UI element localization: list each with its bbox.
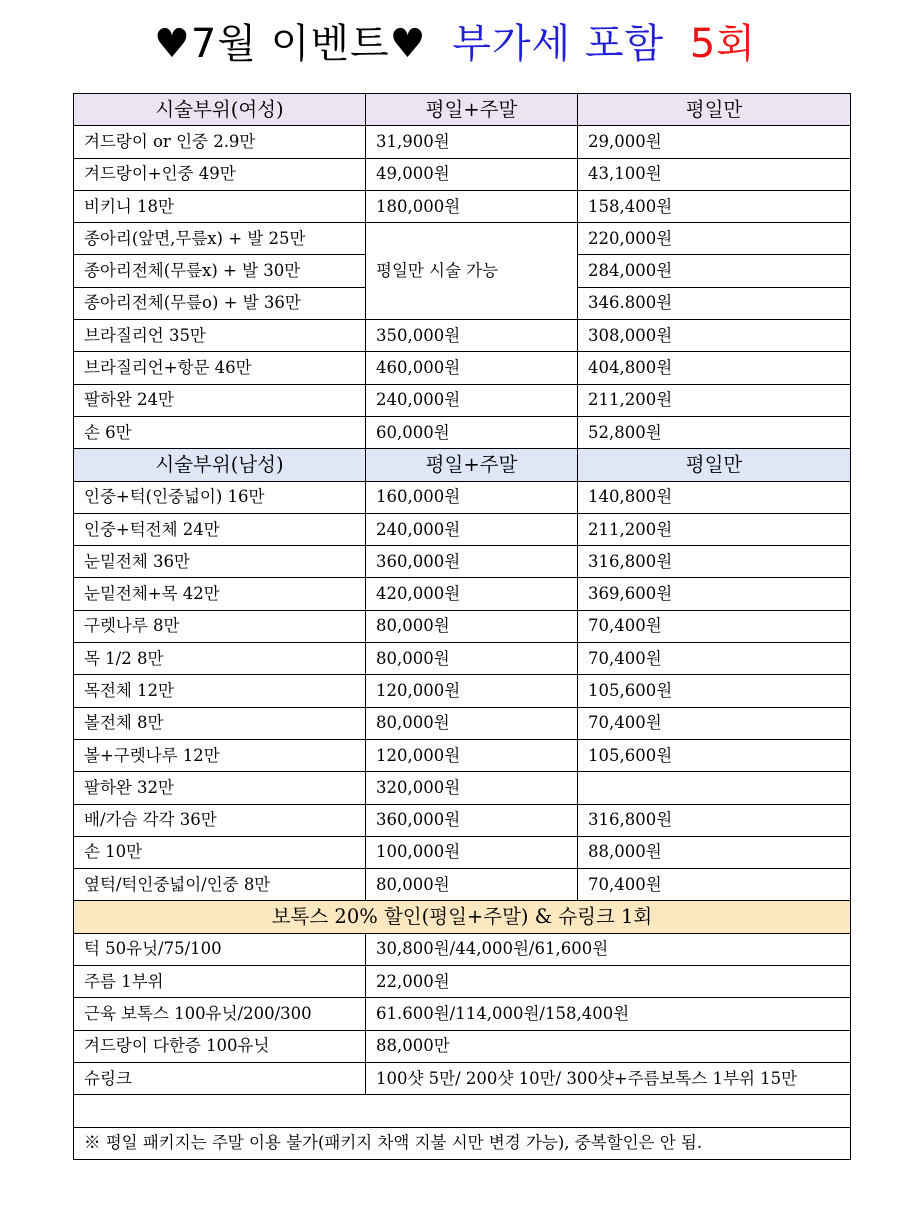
table-row bbox=[74, 1030, 851, 1062]
price-all-days-cell: 360,000원 bbox=[366, 546, 578, 578]
price-weekday-cell: 316,800원 bbox=[578, 546, 851, 578]
price-all-days-cell: 360,000원 bbox=[366, 804, 578, 836]
treatment-cell: 슈링크 bbox=[74, 1062, 366, 1094]
price-all-days-cell: 120,000원 bbox=[366, 739, 578, 771]
page-title bbox=[0, 14, 910, 74]
table-row bbox=[74, 352, 851, 384]
price-all-days-cell: 420,000원 bbox=[366, 578, 578, 610]
price-all-days-cell: 31,900원 bbox=[366, 126, 578, 158]
empty-row bbox=[74, 1095, 851, 1127]
price-weekday-cell: 105,600원 bbox=[578, 739, 851, 771]
price-all-days-cell: 180,000원 bbox=[366, 190, 578, 222]
price-weekday-cell: 140,800원 bbox=[578, 481, 851, 513]
column-header-weekday: 평일만 bbox=[578, 94, 851, 126]
area-cell: 비키니 18만 bbox=[74, 190, 366, 222]
footnote: ※ 평일 패키지는 주말 이용 불가(패키지 차액 지불 시만 변경 가능), 중복할인은 안 됨. bbox=[74, 1127, 851, 1159]
price-all-days-cell: 80,000원 bbox=[366, 643, 578, 675]
column-header-area: 시술부위(남성) bbox=[74, 449, 366, 481]
price-all-days-cell: 80,000원 bbox=[366, 610, 578, 642]
area-cell: 브라질리언+항문 46만 bbox=[74, 352, 366, 384]
treatment-cell: 턱 50유닛/75/100 bbox=[74, 933, 366, 965]
column-header-area: 시술부위(여성) bbox=[74, 94, 366, 126]
price-all-days-cell: 120,000원 bbox=[366, 675, 578, 707]
table-row bbox=[74, 158, 851, 190]
area-cell: 겨드랑이 or 인중 2.9만 bbox=[74, 126, 366, 158]
price-all-days-cell: 80,000원 bbox=[366, 869, 578, 901]
botox-price-cell: 61.600원/114,000원/158,400원 bbox=[366, 998, 851, 1030]
table-row bbox=[74, 126, 851, 158]
price-all-days-cell: 100,000원 bbox=[366, 836, 578, 868]
price-weekday-cell: 43,100원 bbox=[578, 158, 851, 190]
table-row bbox=[74, 998, 851, 1030]
area-cell: 브라질리언 35만 bbox=[74, 320, 366, 352]
table-row bbox=[74, 223, 851, 255]
table-row bbox=[74, 190, 851, 222]
price-weekday-cell: 158,400원 bbox=[578, 190, 851, 222]
table-row bbox=[74, 804, 851, 836]
table-row bbox=[74, 1062, 851, 1094]
price-weekday-cell: 346.800원 bbox=[578, 287, 851, 319]
table-row bbox=[74, 739, 851, 771]
area-cell: 목전체 12만 bbox=[74, 675, 366, 707]
women-header-row bbox=[74, 94, 851, 126]
table-row bbox=[74, 481, 851, 513]
area-cell: 인중+턱전체 24만 bbox=[74, 513, 366, 545]
area-cell: 눈밑전체+목 42만 bbox=[74, 578, 366, 610]
weekday-only-note-cell: 평일만 시술 가능 bbox=[366, 223, 578, 320]
botox-price-cell: 100샷 5만/ 200샷 10만/ 300샷+주름보톡스 1부위 15만 bbox=[366, 1062, 851, 1094]
area-cell: 구렛나루 8만 bbox=[74, 610, 366, 642]
table-row bbox=[74, 546, 851, 578]
area-cell: 볼+구렛나루 12만 bbox=[74, 739, 366, 771]
price-weekday-cell: 105,600원 bbox=[578, 675, 851, 707]
price-weekday-cell bbox=[578, 772, 851, 804]
price-all-days-cell: 460,000원 bbox=[366, 352, 578, 384]
price-all-days-cell: 350,000원 bbox=[366, 320, 578, 352]
price-weekday-cell: 211,200원 bbox=[578, 513, 851, 545]
area-cell: 종아리전체(무릎x) + 발 30만 bbox=[74, 255, 366, 287]
table-row bbox=[74, 513, 851, 545]
botox-section-title: 보톡스 20% 할인(평일+주말) & 슈링크 1회 bbox=[74, 901, 851, 933]
area-cell: 종아리(앞면,무릎x) + 발 25만 bbox=[74, 223, 366, 255]
area-cell: 볼전체 8만 bbox=[74, 707, 366, 739]
botox-price-cell: 30,800원/44,000원/61,600원 bbox=[366, 933, 851, 965]
price-weekday-cell: 52,800원 bbox=[578, 416, 851, 448]
price-weekday-cell: 88,000원 bbox=[578, 836, 851, 868]
treatment-cell: 근육 보톡스 100유닛/200/300 bbox=[74, 998, 366, 1030]
area-cell: 배/가슴 각각 36만 bbox=[74, 804, 366, 836]
table-row bbox=[74, 836, 851, 868]
price-all-days-cell: 320,000원 bbox=[366, 772, 578, 804]
table-row bbox=[74, 966, 851, 998]
price-weekday-cell: 220,000원 bbox=[578, 223, 851, 255]
price-weekday-cell: 404,800원 bbox=[578, 352, 851, 384]
table-row bbox=[74, 675, 851, 707]
price-weekday-cell: 369,600원 bbox=[578, 578, 851, 610]
area-cell: 팔하완 32만 bbox=[74, 772, 366, 804]
price-all-days-cell: 240,000원 bbox=[366, 384, 578, 416]
price-all-days-cell: 160,000원 bbox=[366, 481, 578, 513]
price-weekday-cell: 70,400원 bbox=[578, 643, 851, 675]
table-row bbox=[74, 707, 851, 739]
botox-header-row bbox=[74, 901, 851, 933]
title-event: ♥7월 이벤트♥ bbox=[154, 21, 427, 67]
empty-cell bbox=[74, 1095, 851, 1127]
column-header-weekday: 평일만 bbox=[578, 449, 851, 481]
price-all-days-cell: 60,000원 bbox=[366, 416, 578, 448]
price-all-days-cell: 240,000원 bbox=[366, 513, 578, 545]
area-cell: 종아리전체(무릎o) + 발 36만 bbox=[74, 287, 366, 319]
price-weekday-cell: 284,000원 bbox=[578, 255, 851, 287]
area-cell: 인중+턱(인중넓이) 16만 bbox=[74, 481, 366, 513]
table-row bbox=[74, 384, 851, 416]
men-header-row bbox=[74, 449, 851, 481]
price-weekday-cell: 316,800원 bbox=[578, 804, 851, 836]
table-row bbox=[74, 869, 851, 901]
treatment-cell: 겨드랑이 다한증 100유닛 bbox=[74, 1030, 366, 1062]
price-table bbox=[73, 93, 851, 1160]
table-row bbox=[74, 578, 851, 610]
column-header-all-days: 평일+주말 bbox=[366, 94, 578, 126]
price-weekday-cell: 70,400원 bbox=[578, 869, 851, 901]
treatment-cell: 주름 1부위 bbox=[74, 966, 366, 998]
table-row bbox=[74, 772, 851, 804]
price-weekday-cell: 70,400원 bbox=[578, 707, 851, 739]
column-header-all-days: 평일+주말 bbox=[366, 449, 578, 481]
area-cell: 손 6만 bbox=[74, 416, 366, 448]
botox-price-cell: 22,000원 bbox=[366, 966, 851, 998]
table-row bbox=[74, 933, 851, 965]
price-weekday-cell: 29,000원 bbox=[578, 126, 851, 158]
botox-price-cell: 88,000만 bbox=[366, 1030, 851, 1062]
area-cell: 손 10만 bbox=[74, 836, 366, 868]
table-row bbox=[74, 643, 851, 675]
price-weekday-cell: 70,400원 bbox=[578, 610, 851, 642]
area-cell: 팔하완 24만 bbox=[74, 384, 366, 416]
price-weekday-cell: 308,000원 bbox=[578, 320, 851, 352]
area-cell: 겨드랑이+인중 49만 bbox=[74, 158, 366, 190]
table-row bbox=[74, 416, 851, 448]
area-cell: 눈밑전체 36만 bbox=[74, 546, 366, 578]
table-row bbox=[74, 610, 851, 642]
title-count: 5회 bbox=[689, 21, 756, 67]
price-weekday-cell: 211,200원 bbox=[578, 384, 851, 416]
price-all-days-cell: 80,000원 bbox=[366, 707, 578, 739]
footnote-row bbox=[74, 1127, 851, 1159]
table-row bbox=[74, 320, 851, 352]
price-all-days-cell: 49,000원 bbox=[366, 158, 578, 190]
area-cell: 옆턱/턱인중넓이/인중 8만 bbox=[74, 869, 366, 901]
title-vat: 부가세 포함 bbox=[452, 21, 665, 67]
area-cell: 목 1/2 8만 bbox=[74, 643, 366, 675]
